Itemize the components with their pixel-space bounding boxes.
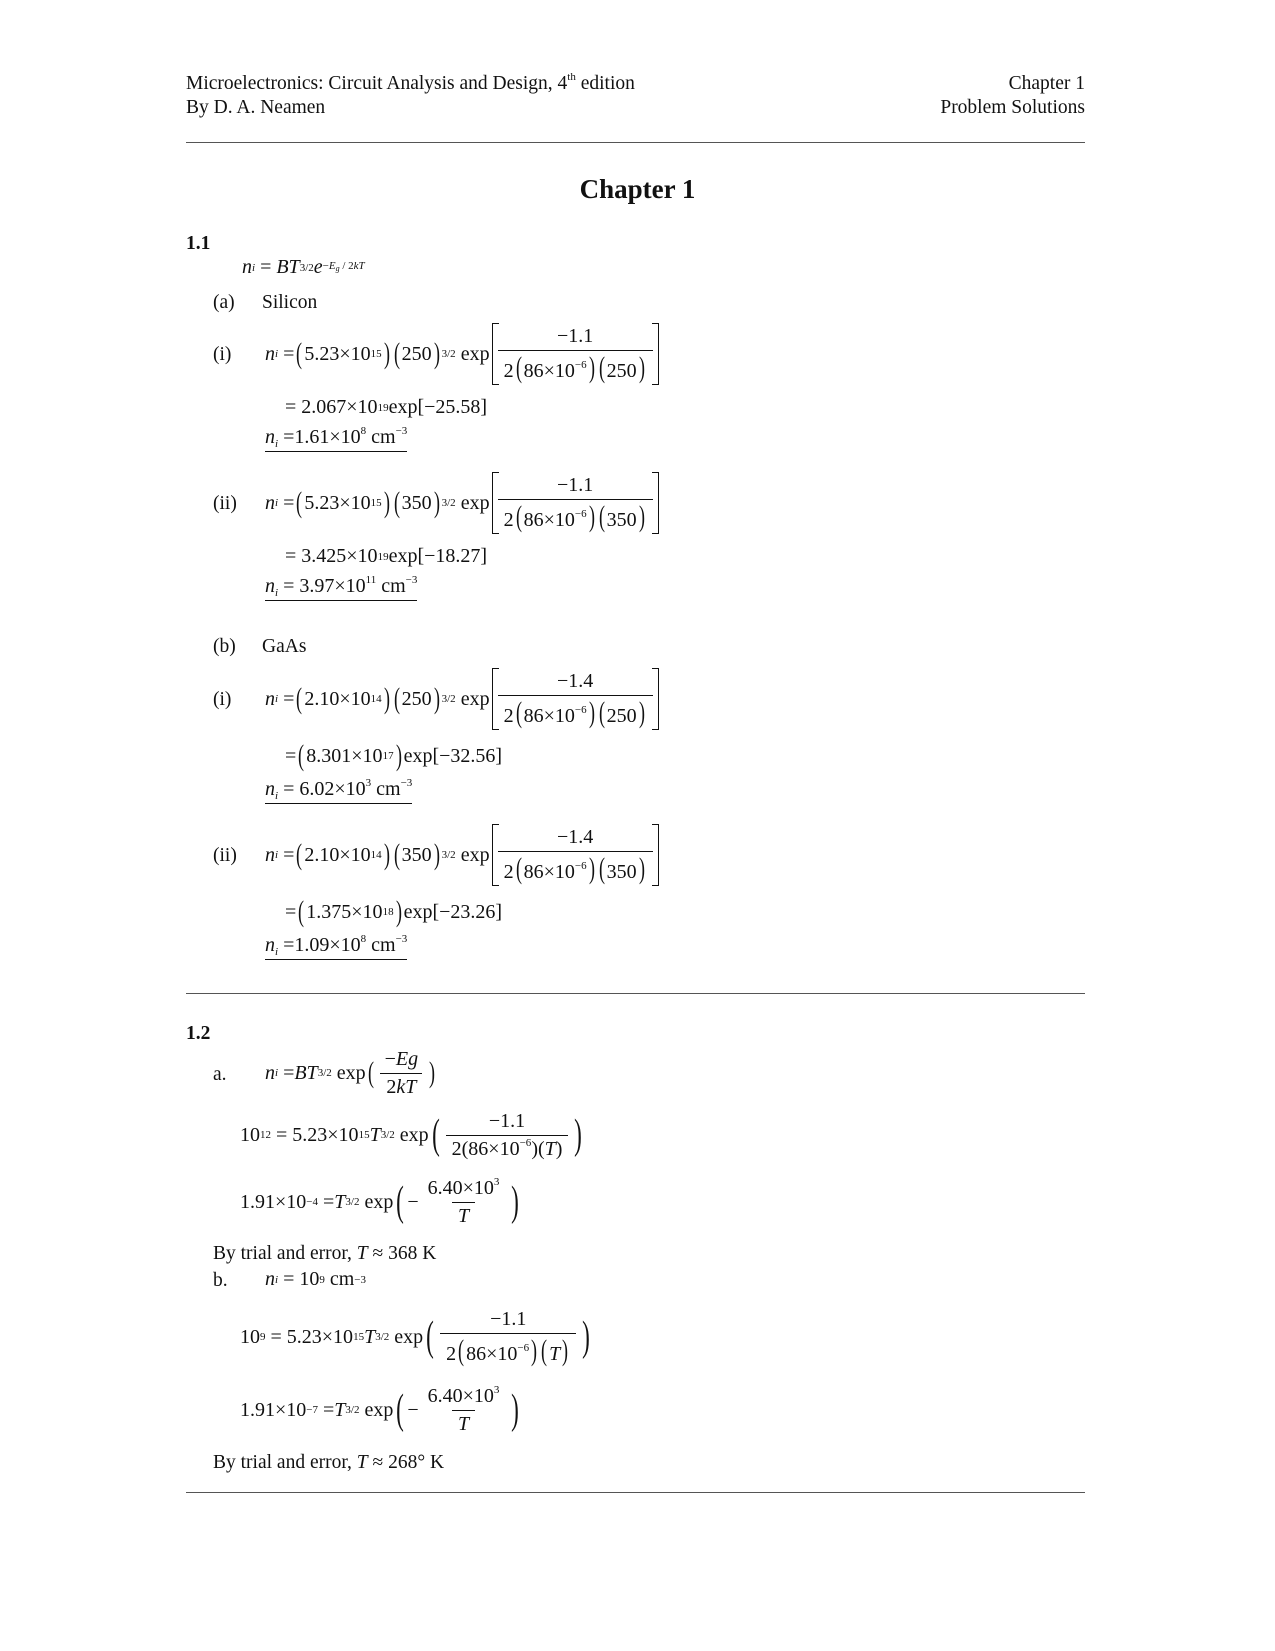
part-b-label: b.	[213, 1270, 228, 1291]
equation-ni-formula: n i = BT 3/2 e $-E_g / 2kT$	[242, 256, 365, 278]
author: By D. A. Neamen	[186, 97, 326, 118]
result-si-i: $n_i =1.61\times 10^8$ $cm^{-3}$	[265, 425, 408, 450]
book-title: Microelectronics: Circuit Analysis and Design, 4th edition	[186, 71, 635, 94]
equation-gaas-i-step: = ( 8.301×10 17 ) exp[−32.56]	[285, 739, 503, 772]
problem-number: 1.1	[186, 233, 211, 254]
section-label: Problem Solutions	[940, 97, 1085, 118]
result-gaas-i: $n_i = 6.02\times 10^3$ $cm^{-3}$	[265, 777, 413, 802]
conclusion-12a: By trial and error, T ≈ 368 K	[213, 1243, 437, 1264]
equation-si-i: n i = ( 5.23×10 15 ) ( 250 ) 3/2 exp $\frac{-1.1}{2( 86\times 10^{-6}) ( 250)}$	[265, 318, 661, 390]
equation-si-ii-step: = 3.425×10 19 exp[−18.27]	[285, 545, 488, 567]
equation-gaas-ii-step: = ( 1.375×10 18 ) exp[−23.26]	[285, 895, 503, 928]
equation-si-ii: n i = ( 5.23×10 15 ) ( 350 ) 3/2 exp $\frac{-1.1}{2( 86\times 10^{-6}) ( 350)}$	[265, 467, 661, 539]
page-title: Chapter 1	[579, 174, 696, 204]
part-b-material: GaAs	[262, 636, 307, 657]
part-i-label: (i)	[213, 344, 232, 365]
equation-si-i-step: = 2.067×10 19 exp[−25.58]	[285, 396, 488, 418]
equation-12b-line2: 10 9 = 5.23×10 15 T 3/2 exp ( $\frac{-1.1}{2( 86\times 10^{-6}) ( T)}$ )	[240, 1308, 591, 1367]
part-b-label: (b)	[213, 636, 236, 657]
part-a-material: Silicon	[262, 292, 318, 313]
result-gaas-ii: $n_i =1.09\times 10^8$ $cm^{-3}$	[265, 933, 408, 958]
header-left	[186, 72, 635, 120]
equation-12b-given: n i = 10 9 cm −3	[265, 1268, 366, 1290]
section-rule	[186, 1492, 1085, 1493]
part-a-label: (a)	[213, 292, 235, 313]
equation-12a-line3: 1.91×10 −4 = T 3/2 exp ( − $\frac{6.40\times 10^3}{T}$ )	[240, 1175, 520, 1227]
section-rule	[186, 993, 1085, 994]
equation-gaas-i: n i = ( 2.10×10 14 ) ( 250 ) 3/2 exp $\frac{-1.4}{2( 86\times 10^{-6}) ( 250)}$	[265, 663, 661, 735]
equation-gaas-ii: n i = ( 2.10×10 14 ) ( 350 ) 3/2 exp $\frac{-1.4}{2( 86\times 10^{-6}) ( 350)}$	[265, 819, 661, 891]
part-ii-label: (ii)	[213, 845, 237, 866]
equation-12a-line2: 10 12 = 5.23×10 15 T 3/2 exp ( $\frac{-1.1}{2(86\times 10^{-6})(T)}$ )	[240, 1109, 583, 1160]
result-si-ii: $n_i = 3.97\times 10^{11}$ $cm^{-3}$	[265, 574, 418, 599]
header-right	[940, 72, 1085, 120]
part-ii-label: (ii)	[213, 493, 237, 514]
chapter-label: Chapter 1	[1008, 73, 1085, 94]
header-rule	[186, 142, 1085, 143]
equation-12b-line3: 1.91×10 −7 = T 3/2 exp ( − $\frac{6.40\times 10^3}{T}$ )	[240, 1383, 520, 1435]
problem-number: 1.2	[186, 1023, 211, 1044]
equation-12a-formula: n i = BT 3/2 exp ( $\frac{-Eg}{2kT}$ )	[265, 1047, 436, 1098]
part-a-label: a.	[213, 1064, 227, 1085]
conclusion-12b: By trial and error, T ≈ 268° K	[213, 1452, 445, 1473]
part-i-label: (i)	[213, 689, 232, 710]
